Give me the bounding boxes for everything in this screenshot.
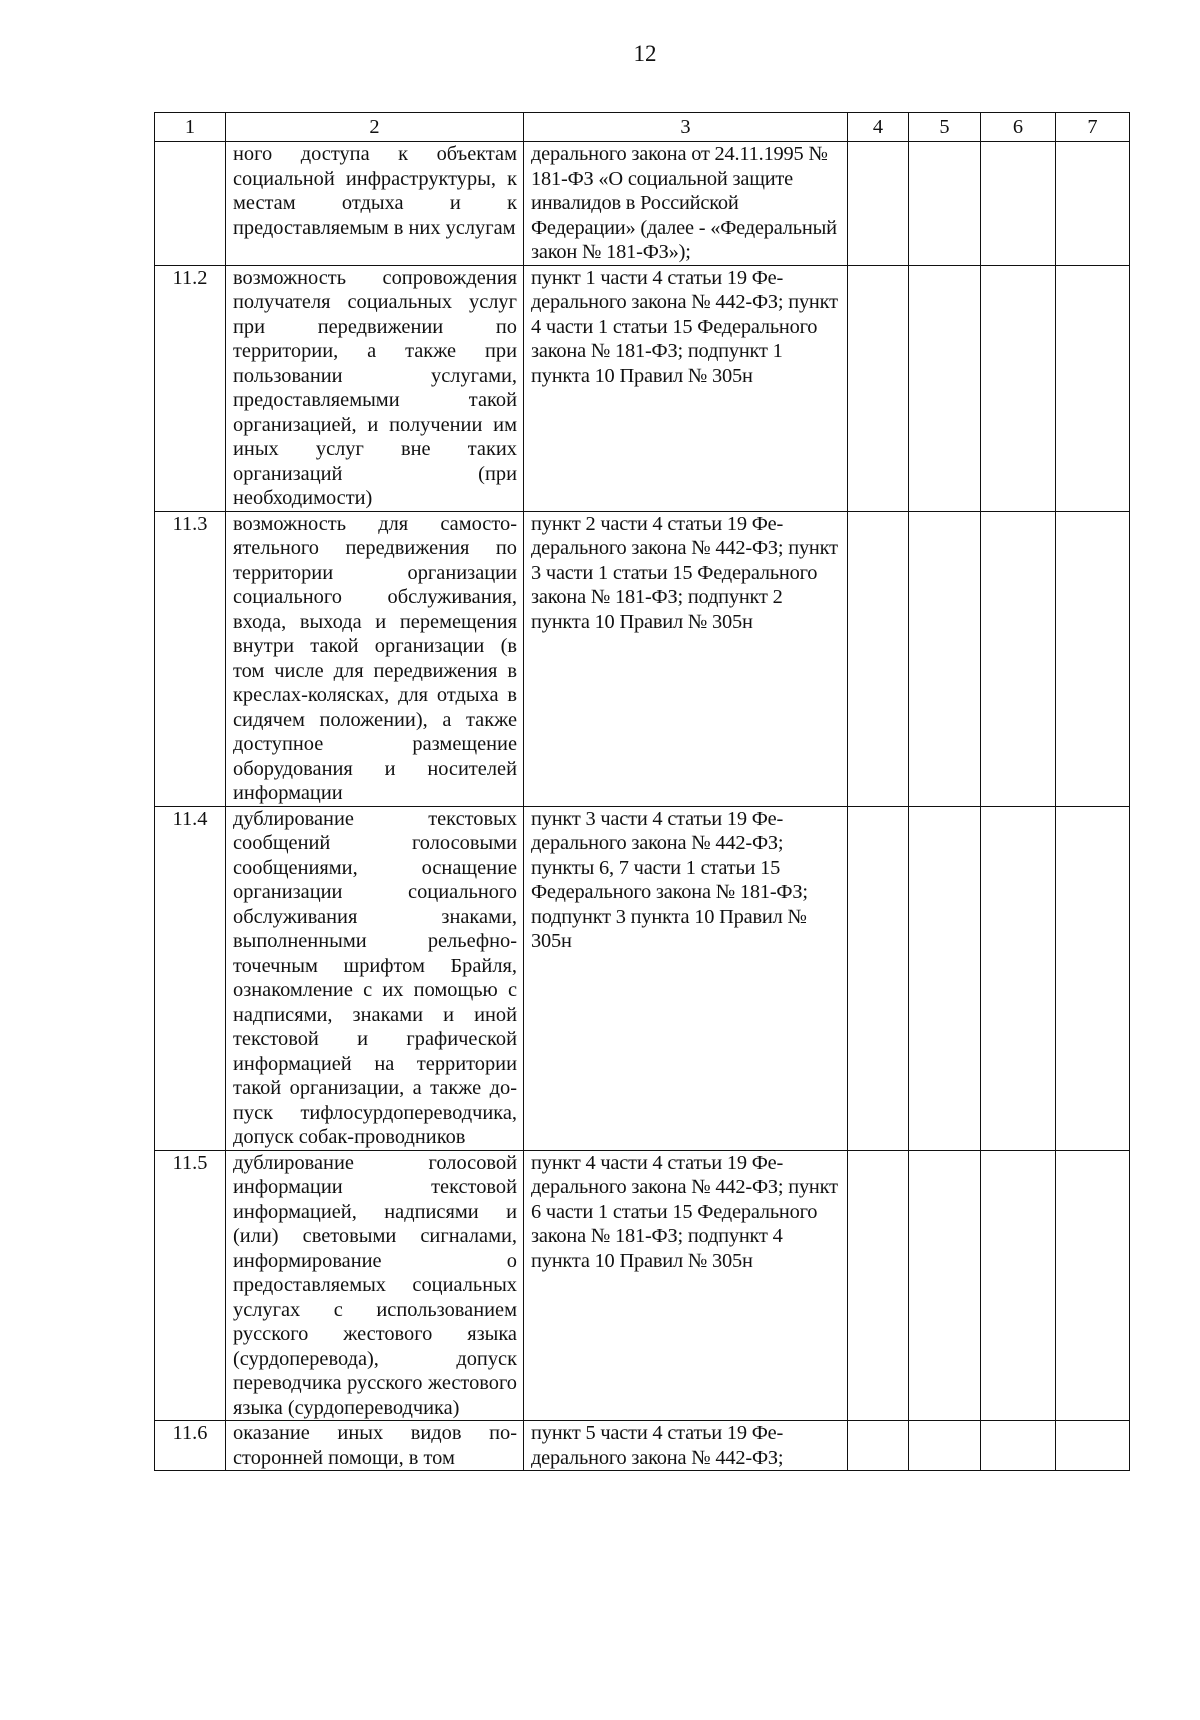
column-header-7: 7 bbox=[1056, 113, 1130, 142]
column-header-3: 3 bbox=[524, 113, 848, 142]
requirement-text: возможность сопровождения получателя социальных услуг при передвижении по территории, а также при пользовании услугами, предоставляемыми такой организацией, и получении им иных услуг вне таких организаций (при необходимости) bbox=[226, 265, 524, 511]
cell-col-5 bbox=[909, 142, 981, 266]
column-header-5: 5 bbox=[909, 113, 981, 142]
requirement-text: возможность для самостоятельного передвижения по территории организации социального обслуживания, входа, выхода и перемещения внутри такой организации (в том числе для передвижения в креслах-колясках, для отдыха в сидячем положении), а также доступное размещение оборудования и носителей информации bbox=[226, 511, 524, 806]
cell-col-6 bbox=[981, 806, 1056, 1150]
column-header-1: 1 bbox=[155, 113, 226, 142]
table-row bbox=[155, 806, 1130, 1150]
cell-col-5 bbox=[909, 1421, 981, 1471]
column-header-2: 2 bbox=[226, 113, 524, 142]
page-number: 12 bbox=[633, 41, 657, 66]
cell-col-4 bbox=[848, 1150, 909, 1421]
row-number: 11.6 bbox=[155, 1421, 226, 1471]
cell-col-6 bbox=[981, 265, 1056, 511]
cell-col-5 bbox=[909, 806, 981, 1150]
cell-col-6 bbox=[981, 142, 1056, 266]
legal-reference: дерального закона от 24.11.1995 № 181-ФЗ «О социальной защите инвалидов в Российской Федерации» (далее ‑ «Федеральный закон № 181-ФЗ»); bbox=[524, 142, 848, 266]
row-number bbox=[155, 142, 226, 266]
legal-reference: пункт 1 части 4 статьи 19 Федерального закона № 442-ФЗ; пункт 4 части 1 статьи 15 Федерального закона № 181-ФЗ; подпункт 1 пункта 10 Правил № 305н bbox=[524, 265, 848, 511]
cell-col-5 bbox=[909, 511, 981, 806]
legal-reference: пункт 2 части 4 статьи 19 Федерального закона № 442-ФЗ; пункт 3 части 1 статьи 15 Федерального закона № 181-ФЗ; подпункт 2 пункта 10 Правил № 305н bbox=[524, 511, 848, 806]
cell-col-4 bbox=[848, 511, 909, 806]
cell-col-7 bbox=[1056, 1150, 1130, 1421]
cell-col-6 bbox=[981, 1150, 1056, 1421]
cell-col-7 bbox=[1056, 265, 1130, 511]
table-row bbox=[155, 1421, 1130, 1471]
requirement-text: ного доступа к объектам социальной инфраструктуры, к местам отдыха и к предоставляемым в них услугам bbox=[226, 142, 524, 266]
requirement-text: оказание иных видов посторонней помощи, в том bbox=[226, 1421, 524, 1471]
cell-col-4 bbox=[848, 265, 909, 511]
legal-reference: пункт 5 части 4 статьи 19 Федерального закона № 442-ФЗ; bbox=[524, 1421, 848, 1471]
table-row bbox=[155, 511, 1130, 806]
cell-col-5 bbox=[909, 265, 981, 511]
cell-col-6 bbox=[981, 511, 1056, 806]
row-number: 11.3 bbox=[155, 511, 226, 806]
cell-col-4 bbox=[848, 1421, 909, 1471]
row-number: 11.5 bbox=[155, 1150, 226, 1421]
requirements-table bbox=[154, 112, 1130, 1471]
requirement-text: дублирование текстовых сообщений голосовыми сообщениями, оснащение организации социального обслуживания знаками, выполненными рельефно-точечным шрифтом Брайля, ознакомление с их помощью с надписями, знаками и иной текстовой и графической информацией на территории такой организации, а также допуск тифлосурдопереводчика, допуск собак-проводников bbox=[226, 806, 524, 1150]
table-row bbox=[155, 1150, 1130, 1421]
cell-col-7 bbox=[1056, 1421, 1130, 1471]
cell-col-6 bbox=[981, 1421, 1056, 1471]
row-number: 11.4 bbox=[155, 806, 226, 1150]
legal-reference: пункт 4 части 4 статьи 19 Федерального закона № 442-ФЗ; пункт 6 части 1 статьи 15 Федерального закона № 181-ФЗ; подпункт 4 пункта 10 Правил № 305н bbox=[524, 1150, 848, 1421]
cell-col-7 bbox=[1056, 806, 1130, 1150]
legal-reference: пункт 3 части 4 статьи 19 Федерального закона № 442-ФЗ; пункты 6, 7 части 1 статьи 15 Федерального закона № 181-ФЗ; подпункт 3 пункта 10 Правил № 305н bbox=[524, 806, 848, 1150]
table-row bbox=[155, 142, 1130, 266]
table-header-row bbox=[155, 113, 1130, 142]
cell-col-7 bbox=[1056, 511, 1130, 806]
requirement-text: дублирование голосовой информации текстовой информацией, надписями и (или) световыми сигналами, информирование о предоставляемых социальных услугах с использованием русского жестового языка (сурдоперевода), допуск переводчика русского жестового языка (сурдопереводчика) bbox=[226, 1150, 524, 1421]
cell-col-7 bbox=[1056, 142, 1130, 266]
cell-col-4 bbox=[848, 142, 909, 266]
column-header-6: 6 bbox=[981, 113, 1056, 142]
row-number: 11.2 bbox=[155, 265, 226, 511]
table-row bbox=[155, 265, 1130, 511]
column-header-4: 4 bbox=[848, 113, 909, 142]
cell-col-5 bbox=[909, 1150, 981, 1421]
cell-col-4 bbox=[848, 806, 909, 1150]
